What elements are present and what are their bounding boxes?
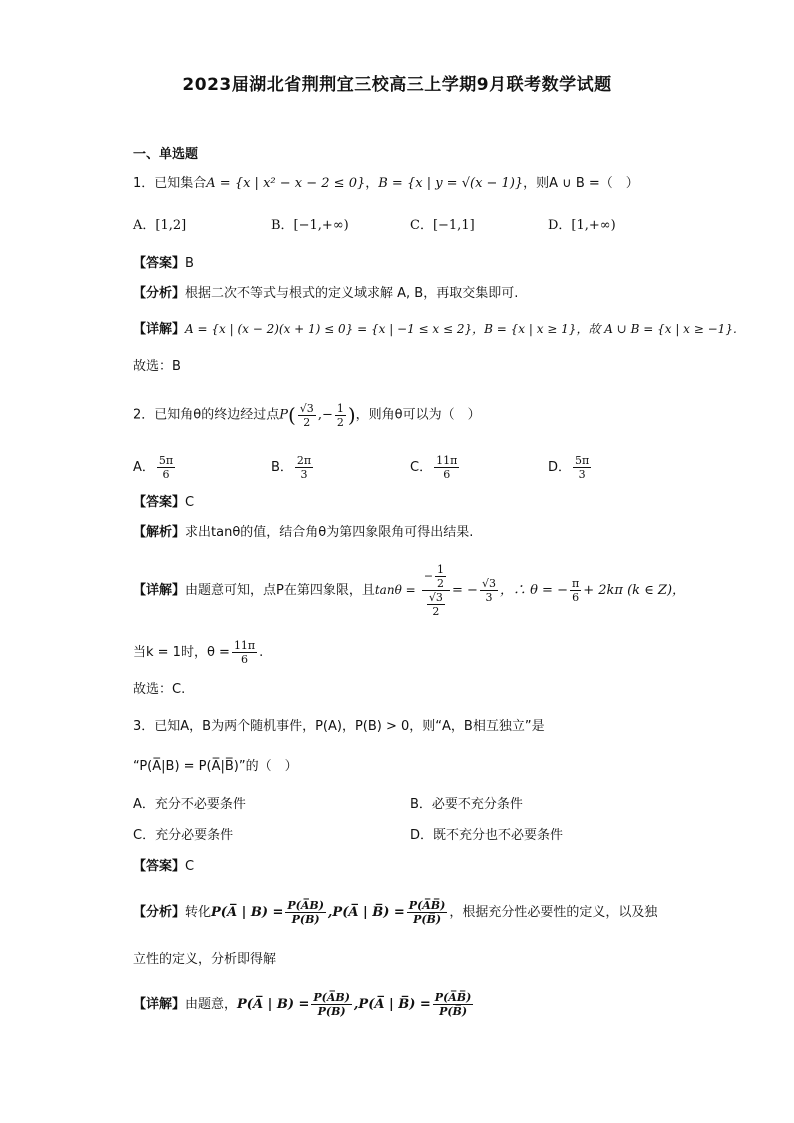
q2-point-x-fraction: $\frac{√3}{2}$	[299, 401, 314, 429]
q3-detail-formula-1: P(A̅ | B) =	[237, 997, 310, 1012]
q1-set-a: A = {x | x² − x − 2 ≤ 0}	[206, 176, 366, 191]
q1-separator: ，	[365, 176, 379, 191]
answer-value: B	[185, 256, 194, 271]
q2-theta: ，∴ θ = −	[499, 583, 568, 598]
analysis-tag: 【分析】	[133, 905, 186, 920]
q2-pi-fraction: $\frac{\pi}{6}$	[571, 577, 580, 604]
q1-option-d: D．[1,+∞)	[548, 218, 616, 233]
section-heading: 一、单选题	[133, 147, 199, 162]
q2-analysis	[133, 523, 473, 543]
q3-option-c: C．充分必要条件	[133, 828, 234, 843]
analysis-text: 转化	[185, 905, 212, 920]
q1-stem-text: 1．已知集合	[133, 176, 207, 191]
detail-tag: 【详解】	[133, 997, 186, 1012]
analysis-text-2: ，根据充分性必要性的定义，以及独	[449, 905, 658, 920]
q3-option-d: D．既不充分也不必要条件	[410, 828, 564, 843]
q3-analysis-cont: 立性的定义，分析即得解	[133, 952, 277, 967]
detail-text: 由题意，	[185, 997, 238, 1012]
q2-option-a: A． $\frac{5\pi}{6}$	[133, 454, 174, 481]
question-3-stem-2: “P(A̅|B) = P(A̅|B̅)”的（ ）	[133, 759, 298, 774]
q3-detail	[133, 985, 475, 1025]
q2-k-period: .	[259, 645, 264, 660]
q1-analysis	[133, 284, 518, 304]
q3-option-a: A．充分不必要条件	[133, 797, 246, 812]
detail-text: A = {x | (x − 2)(x + 1) ≤ 0} = {x | −1 ≤ x ≤ 2}，B = {x | x ≥ 1}，故 A ∪ B = {x | x ≥ −1}.	[185, 322, 737, 336]
q3-formula-2: ,P(A̅ | B̅) =	[327, 905, 405, 920]
q2-tan-fraction: − $\frac{1}{2}$ $\frac{√3}{2}$	[422, 563, 450, 618]
q2-k-line	[133, 636, 263, 670]
answer-tag: 【答案】	[133, 256, 186, 271]
q3-fraction-2: $\frac{P(A̅B̅)}{P(B̅)}$	[408, 899, 446, 926]
answer-tag: 【答案】	[133, 859, 186, 874]
q2-k-fraction: $\frac{11\pi}{6}$	[233, 639, 256, 666]
q2-option-d: D． $\frac{5\pi}{3}$	[548, 454, 590, 481]
q2-tan: tanθ =	[374, 583, 416, 597]
q3-detail-fraction-1: $\frac{P(A̅B)}{P(B)}$	[313, 991, 350, 1018]
page-title: 2023届湖北省荆荆宜三校高三上学期9月联考数学试题	[182, 75, 612, 95]
q2-general: + 2kπ (k ∈ Z)，	[583, 583, 686, 598]
q3-option-b: B．必要不充分条件	[410, 797, 523, 812]
q2-k-text: 当k = 1时，θ =	[133, 645, 230, 660]
question-2-stem: 2．已知角θ的终边经过点P( $\frac{√3}{2}$ ,− $\frac{1}{2}$ )，则角θ可以为（ ）	[133, 401, 481, 429]
detail-tag: 【详解】	[133, 583, 186, 598]
q2-point-y-fraction: $\frac{1}{2}$	[336, 401, 344, 429]
q1-set-b: B = {x | y = √(x − 1)}	[378, 176, 524, 191]
q1-ask: ，则A ∪ B =（ ）	[523, 176, 639, 191]
q1-option-a: A．[1,2]	[133, 218, 187, 233]
q2-answer	[133, 493, 194, 513]
q2-equals: = −	[452, 583, 478, 598]
q1-detail	[133, 319, 737, 340]
answer-value: C	[185, 495, 195, 510]
q3-detail-fraction-2: $\frac{P(A̅B̅)}{P(B̅)}$	[434, 991, 472, 1018]
q3-analysis	[133, 893, 657, 933]
detail-text: 由题意可知，点P在第四象限，且	[185, 583, 375, 598]
question-3-stem-1: 3．已知A，B为两个随机事件，P(A)，P(B) > 0，则“A，B相互独立”是	[133, 719, 545, 734]
q2-result-fraction: $\frac{√3}{3}$	[481, 577, 496, 604]
q3-answer	[133, 857, 194, 877]
q2-option-c: C． $\frac{11\pi}{6}$	[410, 454, 458, 481]
q1-option-b: B．[−1,+∞)	[271, 218, 349, 233]
q1-choose: 故选：B	[133, 359, 181, 374]
q2-stem-text: 2．已知角θ的终边经过点	[133, 407, 280, 423]
answer-value: C	[185, 859, 195, 874]
analysis-text: 求出tanθ的值，结合角θ为第四象限角可得出结果.	[185, 525, 474, 540]
q1-answer	[133, 254, 194, 274]
detail-tag: 【详解】	[133, 322, 186, 337]
analysis-text: 根据二次不等式与根式的定义域求解 A, B，再取交集即可.	[185, 286, 519, 301]
q2-stem-tail: ，则角θ可以为（ ）	[355, 407, 481, 423]
answer-tag: 【答案】	[133, 495, 186, 510]
q1-option-c: C．[−1,1]	[410, 218, 475, 233]
q3-fraction-1: $\frac{P(A̅B)}{P(B)}$	[287, 899, 324, 926]
question-1-stem	[133, 174, 639, 194]
q3-detail-formula-2: ,P(A̅ | B̅) =	[353, 997, 431, 1012]
analysis-tag: 【解析】	[133, 525, 186, 540]
q2-point-p: P	[279, 407, 288, 423]
q2-choose: 故选：C.	[133, 682, 186, 697]
q2-point-sep: ,−	[317, 407, 333, 423]
analysis-tag: 【分析】	[133, 286, 186, 301]
q2-option-b: B． $\frac{2\pi}{3}$	[271, 454, 312, 481]
q3-formula-1: P(A̅ | B) =	[211, 905, 284, 920]
q2-detail	[133, 555, 685, 626]
